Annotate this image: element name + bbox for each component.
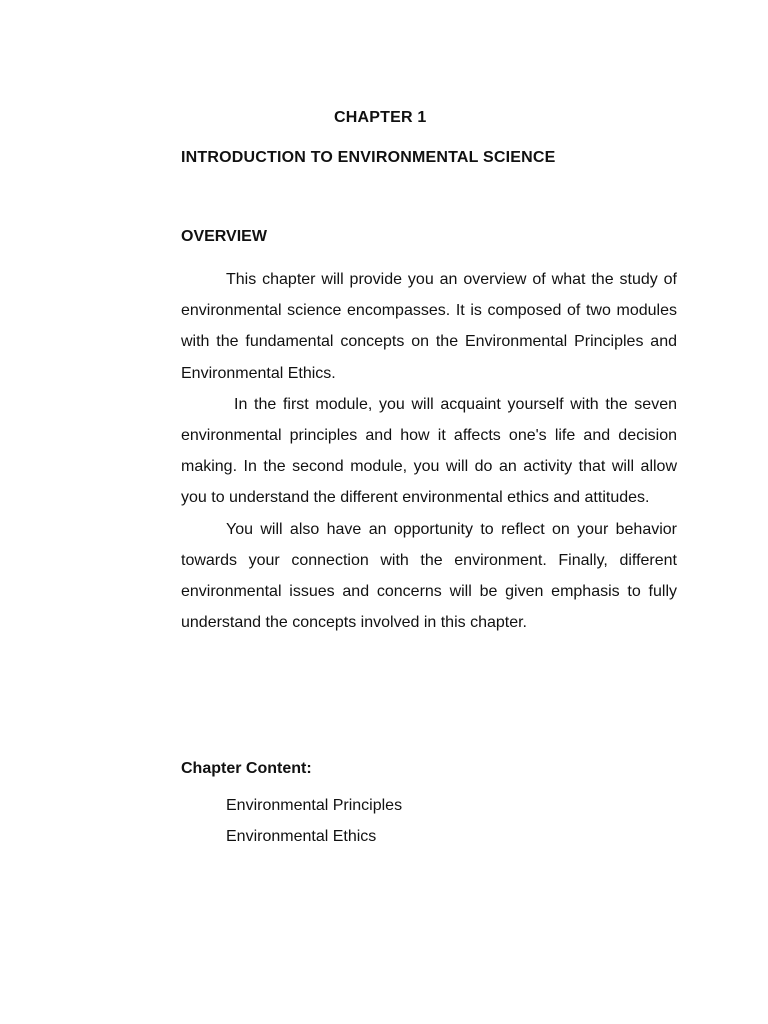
chapter-content-heading: Chapter Content: <box>181 760 312 777</box>
overview-paragraph-1: This chapter will provide you an overview of what the study of environmental science encompasses. It is composed of two modules with the fundamental concepts on the Environmental Principles and Environmental Ethics. <box>181 271 677 382</box>
chapter-label: CHAPTER 1 <box>334 109 427 126</box>
chapter-title: INTRODUCTION TO ENVIRONMENTAL SCIENCE <box>181 149 556 166</box>
chapter-content-item: Environmental Principles <box>226 797 403 814</box>
overview-body <box>181 264 677 638</box>
chapter-content-list <box>226 790 402 852</box>
overview-paragraph-2: In the first module, you will acquaint yourself with the seven environmental principles and how it affects one's life and decision making. In the second module, you will do an activity that will allow you to understand the different environmental ethics and attitudes. <box>181 395 677 507</box>
overview-paragraph-3: You will also have an opportunity to reflect on your behavior towards your connection with the environment. Finally, different environmental issues and concerns will be given emphasis to fully understand the concepts involved in this chapter. <box>181 520 677 632</box>
chapter-content-item: Environmental Ethics <box>226 828 377 845</box>
overview-heading: OVERVIEW <box>181 228 267 245</box>
